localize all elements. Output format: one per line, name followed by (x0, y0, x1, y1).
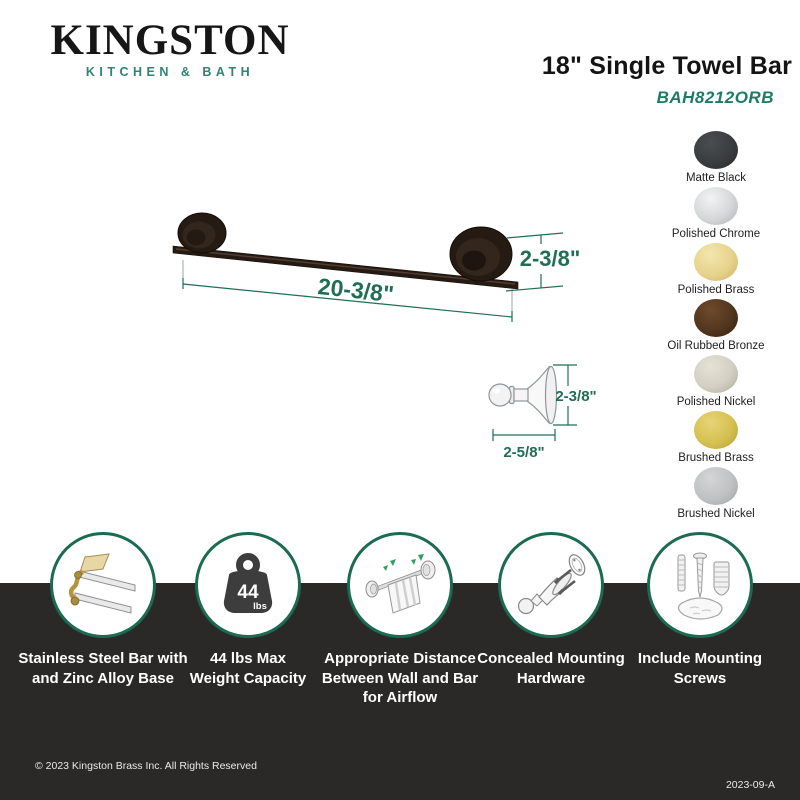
double-bar-icon (63, 545, 143, 625)
towel-bar-dimension-drawing (150, 192, 620, 337)
brand-logo (35, 18, 305, 79)
finish-option (651, 187, 781, 243)
feature-mounting-screws (610, 532, 790, 688)
post-depth-dimension (493, 429, 555, 441)
finish-option (651, 131, 781, 187)
svg-text:lbs: lbs (253, 601, 267, 612)
mounting-screws-icon (660, 545, 740, 625)
feature-circle (347, 532, 453, 638)
finish-swatch-brushed-brass (694, 411, 738, 449)
towel-airflow-icon (360, 545, 440, 625)
finish-option (651, 299, 781, 355)
finish-swatch-matte-black (694, 131, 738, 169)
post-side-view (489, 367, 557, 424)
mount-post-dimension-drawing (455, 358, 655, 468)
brand-name: KINGSTON (50, 17, 290, 64)
finish-label: Oil Rubbed Bronze (667, 340, 765, 352)
finish-swatch-polished-brass (694, 243, 738, 281)
height-dimension-label: 2-3/8" (519, 246, 581, 271)
title-block (542, 52, 792, 108)
feature-circle (50, 532, 156, 638)
document-code: 2023-09-A (725, 779, 775, 791)
finish-swatch-polished-chrome (694, 187, 738, 225)
length-dimension-label: 20-3/8" (316, 272, 396, 308)
finish-label: Matte Black (685, 172, 747, 184)
left-mount-post (178, 213, 226, 253)
concealed-mount-icon (511, 545, 591, 625)
finish-label: Polished Nickel (676, 396, 756, 408)
brand-tagline: KITCHEN & BATH (85, 65, 255, 80)
product-title: 18" Single Towel Bar (541, 52, 792, 80)
finish-options-list (651, 131, 781, 523)
finish-swatch-oil-rubbed-bronze (694, 299, 738, 337)
feature-label: Stainless Steel Bar with and Zinc Alloy Base (18, 650, 188, 687)
feature-label: Concealed Mounting Hardware (477, 650, 625, 687)
feature-label: Appropriate Distance Between Wall and Bar for Airflow (321, 650, 479, 706)
post-depth-dimension-label: 2-5/8" (503, 444, 545, 461)
finish-label: Polished Brass (677, 284, 755, 296)
feature-circle (647, 532, 753, 638)
feature-circle (498, 532, 604, 638)
svg-text:44: 44 (237, 582, 259, 603)
finish-swatch-brushed-nickel (694, 467, 738, 505)
feature-circle (195, 532, 301, 638)
feature-label: 44 lbs Max Weight Capacity (189, 650, 307, 687)
copyright-text: © 2023 Kingston Brass Inc. All Rights Reserved (35, 760, 257, 772)
finish-option (651, 243, 781, 299)
finish-label: Brushed Brass (678, 452, 754, 464)
finish-label: Polished Chrome (671, 228, 761, 240)
finish-swatch-polished-nickel (694, 355, 738, 393)
weight-44lbs-icon (208, 545, 288, 625)
finish-option (651, 467, 781, 523)
finish-label: Brushed Nickel (677, 508, 755, 520)
product-model-number: BAH8212ORB (656, 88, 774, 107)
right-mount-post (450, 227, 512, 281)
feature-label: Include Mounting Screws (637, 650, 763, 687)
finish-option (651, 355, 781, 411)
post-height-dimension-label: 2-3/8" (555, 388, 597, 405)
finish-option (651, 411, 781, 467)
